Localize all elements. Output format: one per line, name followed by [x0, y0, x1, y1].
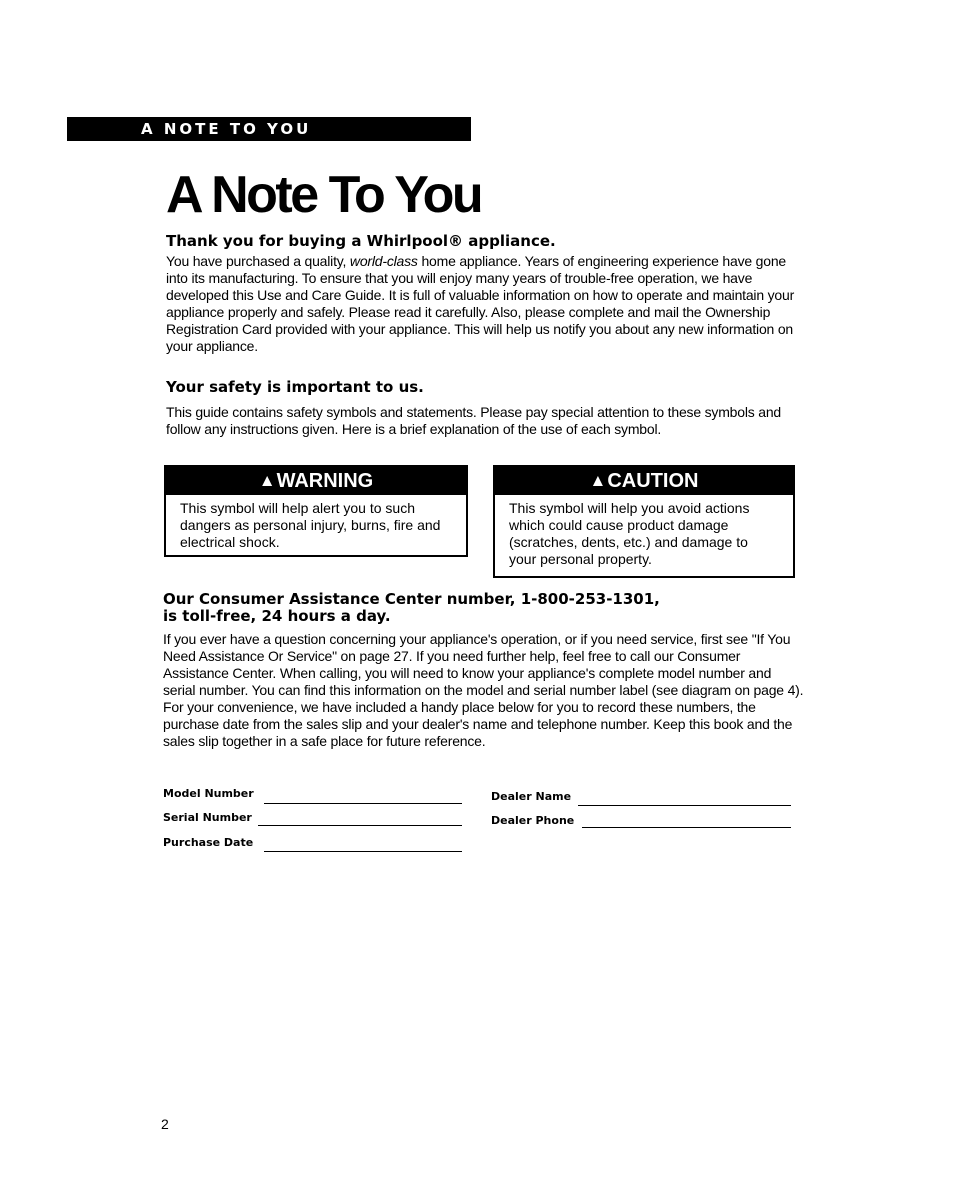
- assistance-heading: [163, 591, 660, 625]
- dealer-name-line[interactable]: [578, 805, 791, 806]
- page-title: A Note To You: [166, 166, 482, 224]
- warning-label: WARNING: [276, 470, 374, 492]
- caution-label: CAUTION: [607, 470, 699, 492]
- warning-box-header: [166, 467, 466, 495]
- dealer-phone-line[interactable]: [582, 827, 791, 828]
- safety-paragraph: This guide contains safety symbols and statements. Please pay special attention to these symbols and follow any instructions given. Here is a brief explanation of the use of each symbol.: [166, 404, 782, 437]
- assistance-heading-line1: Our Consumer Assistance Center number, 1-800-253-1301,: [163, 590, 660, 608]
- thanks-heading: Thank you for buying a Whirlpool® appliance.: [166, 232, 556, 250]
- serial-number-line[interactable]: [258, 825, 462, 826]
- thanks-paragraph: [166, 253, 806, 355]
- thanks-text-italic: world-class: [349, 253, 418, 269]
- model-number-label: Model Number: [163, 787, 254, 800]
- section-header-bar: [67, 117, 471, 141]
- thanks-text-start: You have purchased a quality,: [166, 253, 350, 269]
- caution-triangle-icon: ▲: [589, 471, 607, 490]
- safety-heading: Your safety is important to us.: [166, 378, 424, 396]
- warning-box: [164, 465, 468, 557]
- page-number: 2: [161, 1116, 169, 1132]
- warning-text: This symbol will help alert you to such dangers as personal injury, burns, fire and electrical shock.: [180, 500, 441, 550]
- purchase-date-label: Purchase Date: [163, 836, 254, 849]
- model-number-line[interactable]: [264, 803, 462, 804]
- thanks-text-end: home appliance. Years of engineering experience have gone into its manufacturing. To ensure that you will enjoy many years of trouble-free operation, we have developed this Use and Care Guide. It is full of valuable information on how to operate and maintain your appliance properly and safely. Please read it carefully. Also, please complete and mail the Ownership Registration Card provided with your appliance. This will help us notify you about any new information on your appliance.: [166, 253, 795, 354]
- assistance-paragraph: If you ever have a question concerning your appliance's operation, or if you need service, first see "If You Need Assistance Or Service" on page 27. If you need further help, feel free to call our Consumer Assistance Center. When calling, you will need to know your appliance's complete model number and serial number. You can find this information on the model and serial number label (see diagram on page 4). For your convenience, we have included a handy place below for you to record these numbers, the purchase date from the sales slip and your dealer's name and telephone number. Keep this book and the sales slip together in a safe place for future reference.: [163, 631, 804, 749]
- serial-number-label: Serial Number: [163, 811, 252, 824]
- caution-box: [493, 465, 795, 578]
- dealer-phone-label: Dealer Phone: [491, 814, 575, 827]
- caution-box-header: [495, 467, 793, 495]
- caution-text: This symbol will help you avoid actions which could cause product damage (scratches, dents, etc.) and damage to your personal property.: [509, 500, 750, 567]
- warning-triangle-icon: ▲: [258, 471, 276, 490]
- dealer-name-label: Dealer Name: [491, 790, 572, 803]
- purchase-date-line[interactable]: [264, 851, 462, 852]
- section-label: A NOTE TO YOU: [141, 120, 312, 138]
- assistance-heading-line2: is toll-free, 24 hours a day.: [163, 607, 391, 625]
